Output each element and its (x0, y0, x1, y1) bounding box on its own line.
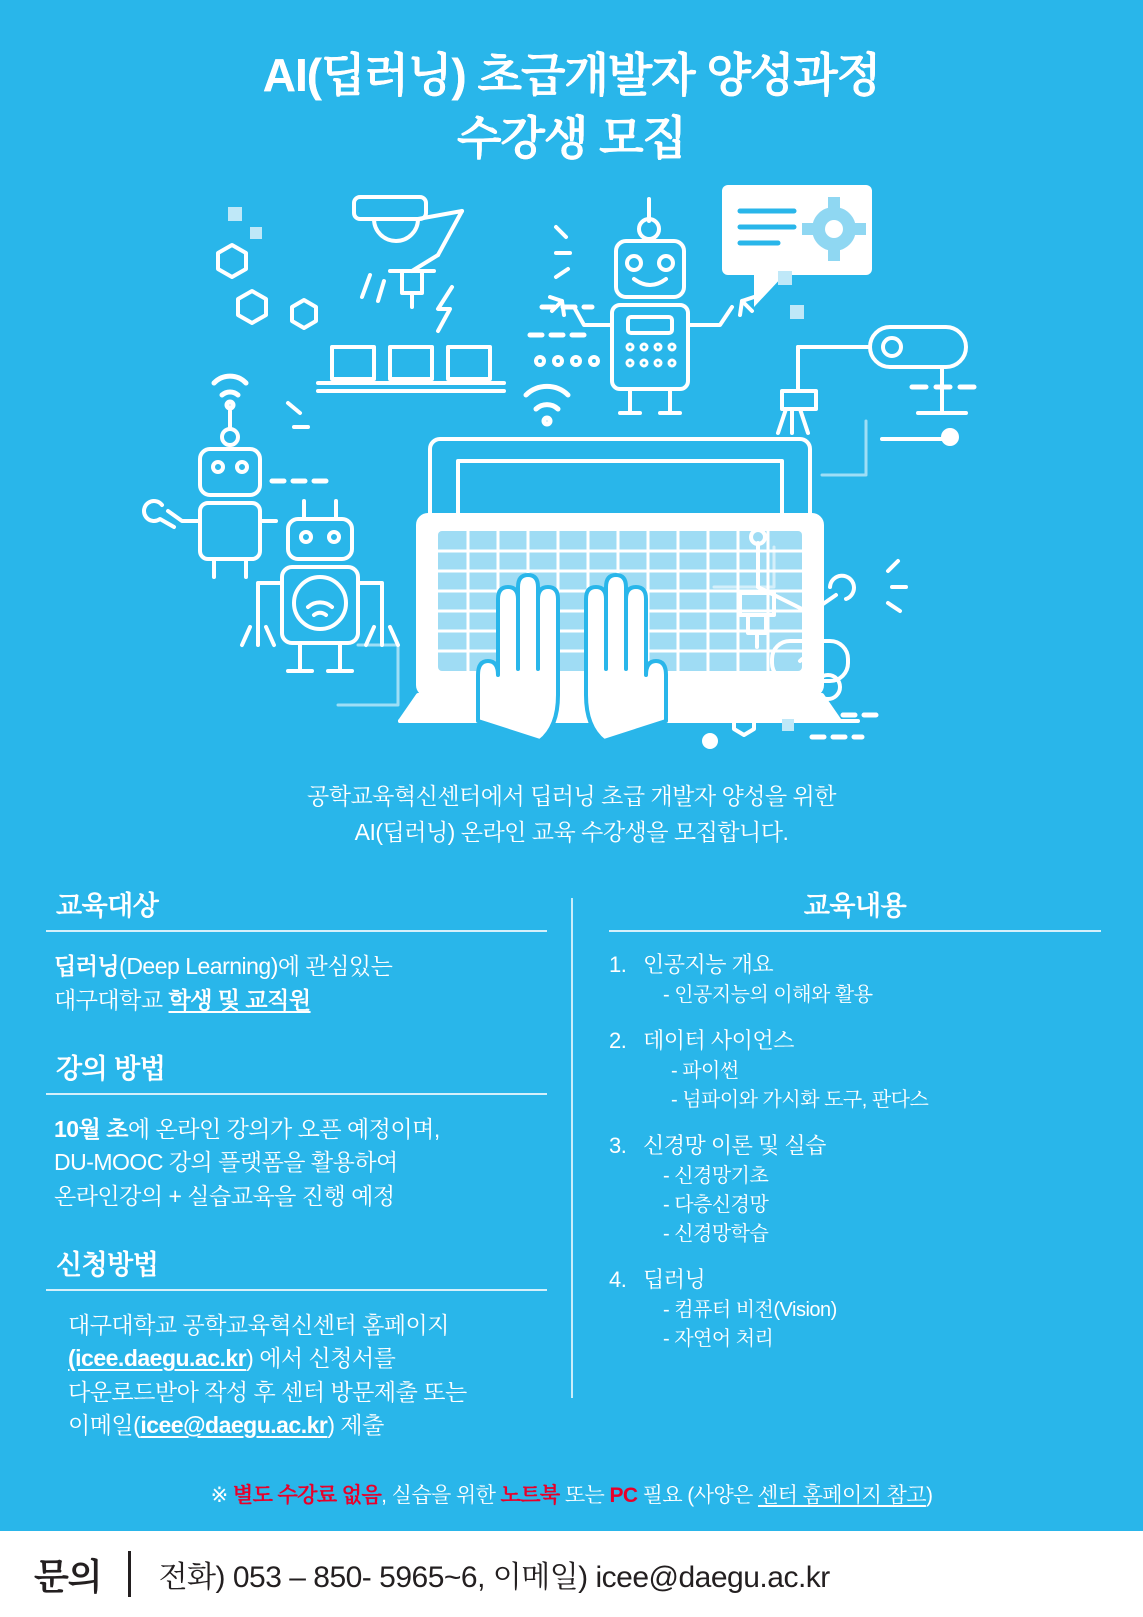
curriculum-item-label: 인공지능 개요 (643, 952, 774, 978)
chat-bubble-icon (722, 185, 872, 307)
hero-illustration (0, 175, 1143, 775)
target-line-1-bold: 딥러닝 (54, 953, 120, 980)
method-line-3: 온라인강의 + 실습교육을 진행 예정 (54, 1182, 395, 1209)
curriculum-item-sub: - 컴퓨터 비전(Vision) (663, 1298, 837, 1321)
target-line-2 (54, 984, 547, 1017)
list-item (609, 950, 1101, 1010)
intro-line-1: 공학교육혁신센터에서 딥러닝 초급 개발자 양성을 위한 (307, 783, 836, 810)
square-dots (228, 207, 804, 319)
curriculum-item-sub: - 인공지능의 이해와 활용 (663, 984, 873, 1007)
section-how-to-apply (46, 1243, 547, 1442)
apply-line-4-pre: 이메일( (68, 1412, 141, 1439)
curriculum-item-number: 1. (609, 952, 627, 978)
list-item (609, 1026, 1101, 1115)
section-heading-method: 강의 방법 (46, 1047, 547, 1095)
apply-line-1: 대구대학교 공학교육혁신센터 홈페이지 (68, 1312, 449, 1339)
method-body (46, 1113, 547, 1213)
curriculum-item-title (609, 1265, 1101, 1296)
curriculum-item-label: 데이터 사이언스 (643, 1028, 794, 1054)
curriculum-item-number: 3. (609, 1132, 627, 1158)
method-line-1-rest: 에 온라인 강의가 오픈 예정이며, (127, 1116, 440, 1143)
curriculum-item-label: 딥러닝 (643, 1266, 706, 1292)
curriculum-item-sub: - 다층신경망 (663, 1193, 769, 1216)
target-line-1-rest: (Deep Learning)에 관심있는 (119, 953, 393, 980)
title-line-1: AI(딥러닝) 초급개발자 양성과정 (262, 49, 881, 101)
curriculum-item-title (609, 1131, 1101, 1162)
robot-arm-right-icon (778, 327, 978, 444)
curriculum-item-sub: - 신경망학습 (663, 1222, 769, 1245)
footer-divider (128, 1551, 131, 1597)
apply-line-2-rest: ) 에서 신청서를 (246, 1345, 396, 1372)
content-columns (0, 884, 1143, 1472)
note-mid-1: , 실습을 위한 (381, 1484, 501, 1507)
curriculum-item-sub: - 파이썬 (671, 1059, 739, 1082)
dot-row (536, 357, 598, 365)
note-homepage-link[interactable]: 센터 홈페이지 참고 (757, 1484, 926, 1507)
target-body (46, 950, 547, 1017)
method-line-1 (54, 1113, 547, 1146)
footer-contact-info: 전화) 053 – 850- 5965~6, 이메일) icee@daegu.ac.kr (158, 1561, 830, 1594)
robot-small-left-icon (144, 403, 328, 577)
hex-nut-icon (218, 245, 316, 328)
apply-website-link[interactable]: (icee.daegu.ac.kr (68, 1345, 247, 1372)
curriculum-item-title (609, 1026, 1101, 1057)
note-mark: ※ (210, 1484, 233, 1507)
curriculum-item-sub: - 신경망기초 (663, 1164, 769, 1187)
target-line-2-underline: 학생 및 교직원 (168, 986, 311, 1013)
curriculum-item-sub: - 넘파이와 가시화 도구, 판다스 (671, 1088, 929, 1111)
section-heading-curriculum: 교육내용 (609, 884, 1101, 932)
right-column (591, 884, 1101, 1472)
section-heading-target: 교육대상 (46, 884, 547, 932)
note-tail-pre: 필요 (사양은 (637, 1484, 758, 1507)
list-item (609, 1265, 1101, 1354)
curriculum-item-title (609, 950, 1101, 981)
note-red-1: 별도 수강료 없음 (232, 1484, 382, 1507)
intro-line-2: AI(딥러닝) 온라인 교육 수강생을 모집합니다. (354, 818, 789, 845)
note-red-3: PC (609, 1484, 638, 1507)
left-column (46, 884, 571, 1472)
method-line-1-bold: 10월 초 (54, 1116, 128, 1143)
curriculum-item-label: 신경망 이론 및 실습 (643, 1132, 826, 1158)
apply-line-2 (68, 1342, 547, 1375)
curriculum-item-number: 4. (609, 1266, 627, 1292)
apply-line-4 (68, 1409, 547, 1442)
target-line-2-pre: 대구대학교 (54, 986, 169, 1013)
ai-robots-laptop-illustration (122, 175, 1022, 765)
curriculum-item-sub: - 자연어 처리 (663, 1327, 774, 1350)
note-mid-2: 또는 (559, 1484, 610, 1507)
apply-line-3: 다운로드받아 작성 후 센터 방문제출 또는 (68, 1378, 467, 1405)
target-line-1 (54, 950, 547, 983)
list-item (609, 1131, 1101, 1249)
robot-arm-conveyor-icon (318, 197, 504, 391)
section-heading-apply: 신청방법 (46, 1243, 547, 1291)
method-line-2: DU-MOOC 강의 플랫폼을 활용하여 (54, 1149, 398, 1176)
curriculum-item-number: 2. (609, 1028, 627, 1054)
note-tail-end: ) (925, 1484, 933, 1507)
apply-email-link[interactable]: icee@daegu.ac.kr (140, 1412, 328, 1439)
column-divider (571, 898, 573, 1398)
page-title (0, 0, 1143, 169)
spark-icon (556, 227, 570, 277)
intro-text (0, 779, 1143, 850)
title-line-2: 수강생 모집 (457, 111, 686, 164)
section-lecture-method (46, 1047, 547, 1213)
footer-label: 문의 (34, 1555, 102, 1597)
note-text (0, 1479, 1143, 1509)
apply-body (46, 1309, 547, 1442)
apply-line-4-rest: ) 제출 (327, 1412, 384, 1439)
section-target-audience (46, 884, 547, 1017)
footer-contact-bar (0, 1531, 1143, 1617)
note-red-2: 노트북 (500, 1484, 560, 1507)
